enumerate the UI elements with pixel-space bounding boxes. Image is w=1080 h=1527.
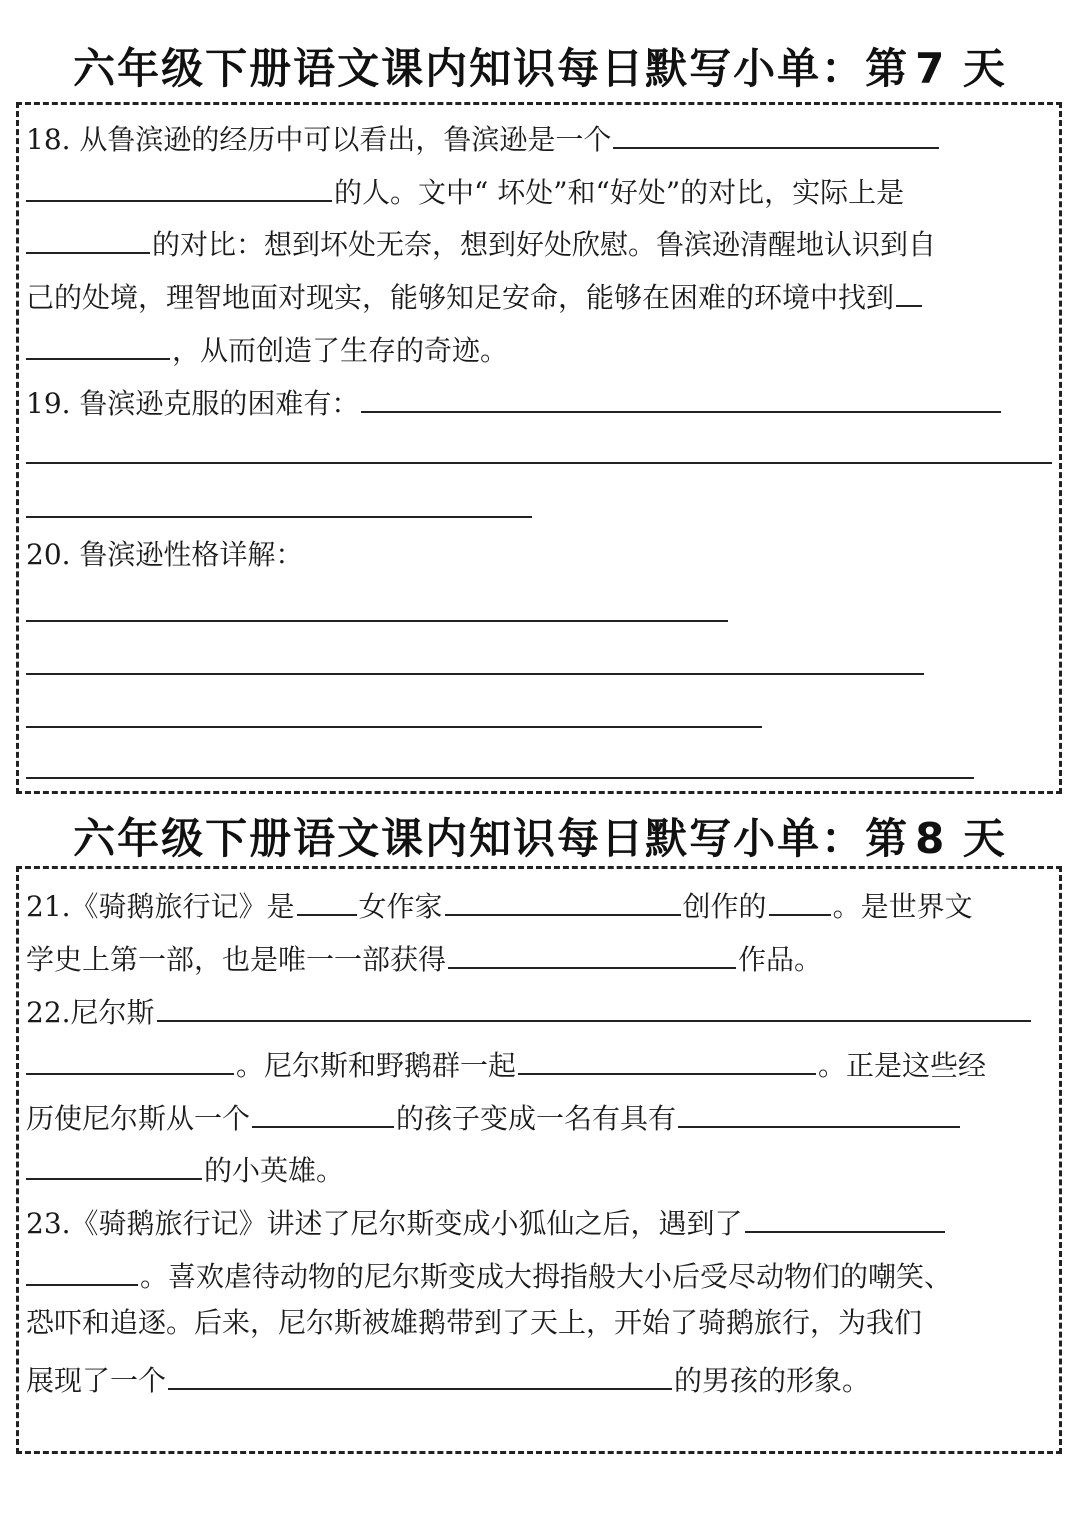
- q21-text-l2a: 学史上第一部，也是唯一一部获得: [26, 943, 447, 976]
- q18-text2: 的人。文中“ 坏处”和“好处”的对比，实际上是: [334, 176, 905, 209]
- day7-title-day: 7 天: [915, 44, 1007, 93]
- q21-blank-genre[interactable]: [769, 884, 831, 916]
- day7-title: [0, 36, 1080, 96]
- q21-text-l2b: 作品。: [738, 943, 823, 976]
- q22-blank1a[interactable]: [157, 990, 1031, 1022]
- q23-text1: 23.《骑鹅旅行记》讲述了尼尔斯变成小狐仙之后，遇到了: [26, 1207, 743, 1240]
- q21-text-c: 创作的: [682, 890, 767, 923]
- q18-blank4b[interactable]: [26, 328, 170, 360]
- q20-text1: 20. 鲁滨逊性格详解：: [26, 538, 304, 571]
- q20-answer-line2[interactable]: [26, 673, 924, 675]
- q23-line2: [26, 1254, 953, 1293]
- q23-blank1b[interactable]: [26, 1254, 138, 1286]
- q23-text3: 恐吓和追逐。后来，尼尔斯被雄鹅带到了天上，开始了骑鹅旅行，为我们: [26, 1306, 923, 1339]
- q21-text-a: 21.《骑鹅旅行记》是: [26, 890, 295, 923]
- q20-answer-line1[interactable]: [26, 620, 728, 622]
- q23-line3: [26, 1306, 922, 1340]
- q18-blank2[interactable]: [26, 170, 332, 202]
- q22-text2b: 。正是这些经: [818, 1049, 987, 1082]
- q18-text3: 的对比：想到坏处无奈，想到好处欣慰。鲁滨逊清醒地认识到自: [152, 228, 937, 261]
- q22-blank1b[interactable]: [26, 1043, 234, 1075]
- day7-title-text: 六年级下册语文课内知识每日默写小单：第: [73, 44, 910, 93]
- q19-text1: 19. 鲁滨逊克服的困难有：: [26, 387, 360, 420]
- q18-blank3[interactable]: [26, 222, 150, 254]
- q22-line1: [26, 990, 1033, 1029]
- q18-line5: [26, 328, 509, 367]
- q23-text4b: 的男孩的形象。: [674, 1364, 871, 1397]
- q22-blank4b[interactable]: [26, 1148, 202, 1180]
- q22-line3: [26, 1096, 962, 1135]
- q22-text1: 22.尼尔斯: [26, 996, 155, 1029]
- q22-text2a: 。尼尔斯和野鹅群一起: [236, 1049, 517, 1082]
- q23-blank2[interactable]: [168, 1358, 672, 1390]
- q18-blank4a[interactable]: [896, 275, 922, 307]
- q18-line4: [26, 275, 924, 314]
- q21-line2: [26, 937, 823, 976]
- q23-text4a: 展现了一个: [26, 1364, 167, 1397]
- q21-text-b: 女作家: [358, 890, 443, 923]
- q21-line1: [26, 884, 973, 923]
- q19-line1: [26, 381, 1003, 420]
- day8-title-text: 六年级下册语文课内知识每日默写小单：第: [73, 814, 910, 863]
- q18-line1: [26, 117, 941, 156]
- q23-line1: [26, 1201, 947, 1240]
- q23-line4: [26, 1358, 871, 1397]
- day8-title: [0, 806, 1080, 866]
- q22-text4: 的小英雄。: [204, 1154, 345, 1187]
- q23-text2: 。喜欢虐待动物的尼尔斯变成大拇指般大小后受尽动物们的嘲笑、: [140, 1260, 953, 1293]
- q18-text5: ，从而创造了生存的奇迹。: [172, 334, 509, 367]
- q18-line2: [26, 170, 905, 209]
- day8-title-day: 8 天: [915, 814, 1007, 863]
- q22-line2: [26, 1043, 987, 1082]
- q20-line1: [26, 538, 303, 572]
- q22-line4: [26, 1148, 345, 1187]
- q21-blank-author[interactable]: [445, 884, 681, 916]
- q22-blank2[interactable]: [518, 1043, 816, 1075]
- q19-answer-line2[interactable]: [26, 462, 1052, 464]
- q19-answer-line3[interactable]: [26, 516, 532, 518]
- q21-text-d: 。是世界文: [832, 890, 973, 923]
- q19-blank1[interactable]: [361, 381, 1001, 413]
- q18-blank1[interactable]: [613, 117, 939, 149]
- q21-blank-award[interactable]: [448, 937, 736, 969]
- q22-text3b: 的孩子变成一名有具有: [396, 1102, 677, 1135]
- q21-blank-author-country[interactable]: [297, 884, 357, 916]
- q18-text1: 18. 从鲁滨逊的经历中可以看出，鲁滨逊是一个: [26, 123, 612, 156]
- q22-text3a: 历使尼尔斯从一个: [26, 1102, 251, 1135]
- q22-blank3[interactable]: [252, 1096, 394, 1128]
- q18-line3: [26, 222, 937, 261]
- q20-answer-line3[interactable]: [26, 726, 762, 728]
- q20-answer-line4[interactable]: [26, 777, 974, 779]
- q23-blank1a[interactable]: [745, 1201, 945, 1233]
- q18-text4: 己的处境，理智地面对现实，能够知足安命，能够在困难的环境中找到: [26, 281, 895, 314]
- q22-blank4a[interactable]: [678, 1096, 960, 1128]
